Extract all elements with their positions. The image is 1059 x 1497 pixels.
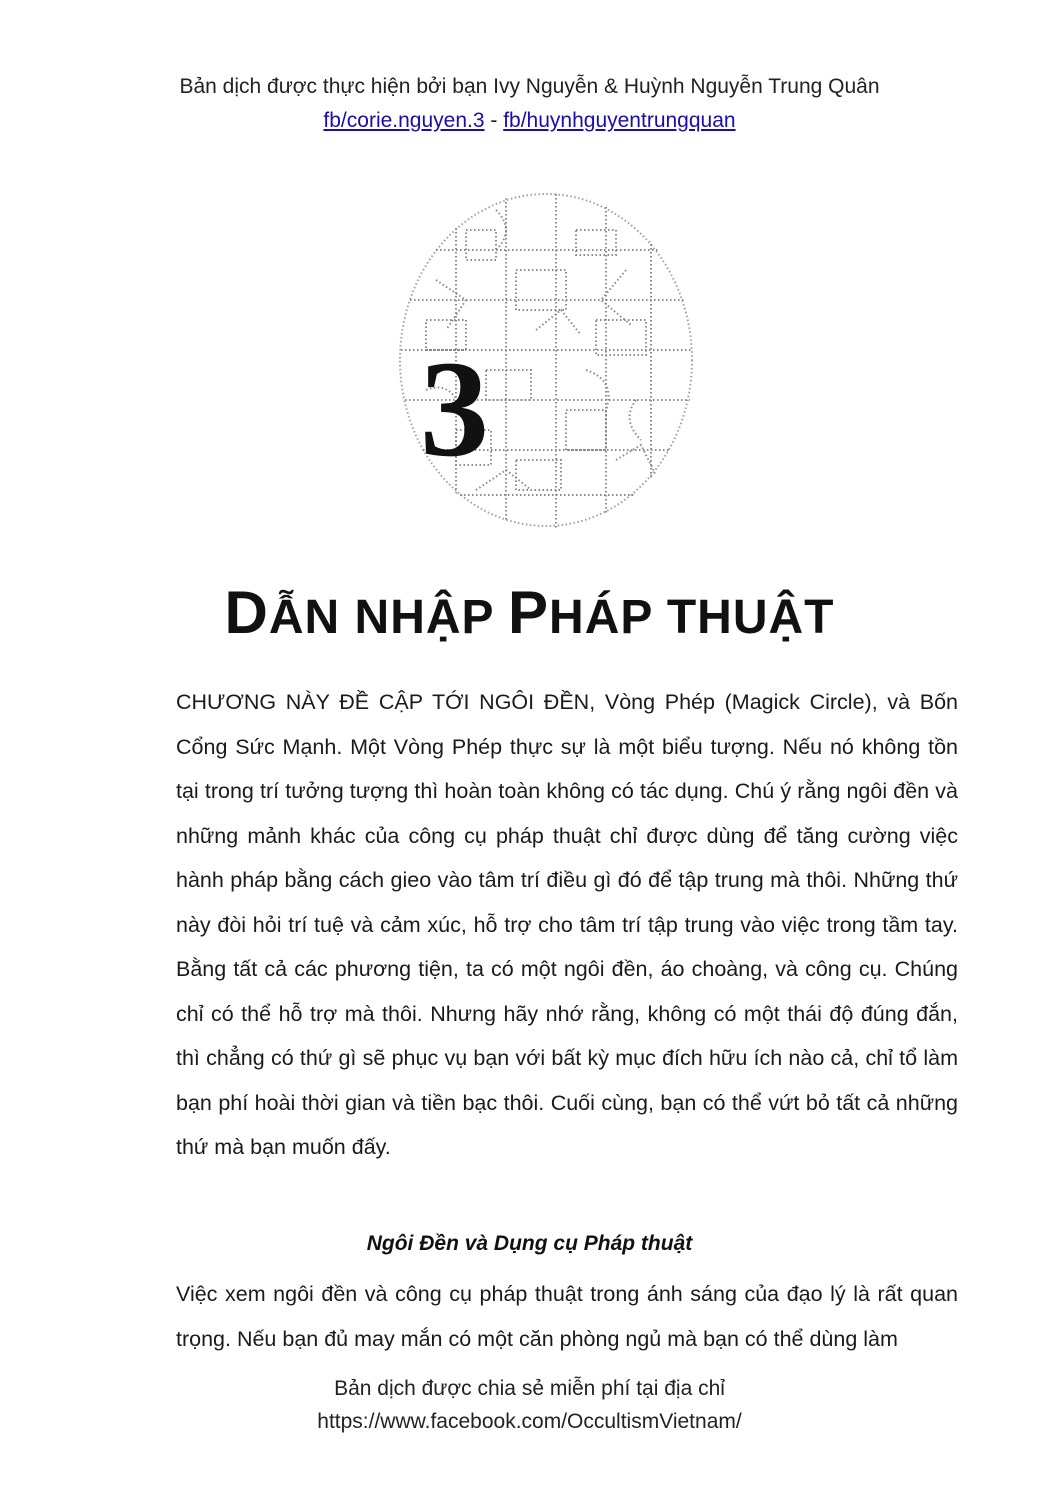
translator-links bbox=[0, 104, 1059, 138]
page-header bbox=[0, 70, 1059, 138]
footer-note: Bản dịch được chia sẻ miễn phí tại địa chỉ bbox=[334, 1377, 725, 1400]
page-footer bbox=[0, 1372, 1059, 1438]
intro-paragraph: CHƯƠNG NÀY ĐỀ CẬP TỚI NGÔI ĐỀN, Vòng Phép (Magick Circle), và Bốn Cổng Sức Mạnh. Một Vòng Phép thực sự là một biểu tượng. Nếu nó không tồn tại trong trí tưởng tượng thì hoàn toàn không có tác dụng. Chú ý rằng ngôi đền và những mảnh khác của công cụ pháp thuật chỉ được dùng để tăng cường việc hành pháp bằng cách gieo vào tâm trí điều gì đó để tập trung mà thôi. Những thứ này đòi hỏi trí tuệ và cảm xúc, hỗ trợ cho tâm trí tập trung vào việc trong tầm tay. Bằng tất cả các phương tiện, ta có một ngôi đền, áo choàng, và công cụ. Chúng chỉ có thể hỗ trợ mà thôi. Nhưng hãy nhớ rằng, không có một thái độ đúng đắn, thì chẳng có thứ gì sẽ phục vụ bạn với bất kỳ mục đích hữu ích nào cả, chỉ tổ làm bạn phí hoài thời gian và tiền bạc thôi. Cuối cùng, bạn có thể vứt bỏ tất cả những thứ mà bạn muốn đấy. bbox=[176, 690, 958, 1159]
title-initial-2: P bbox=[508, 579, 550, 646]
translator-link-1[interactable]: fb/corie.nguyen.3 bbox=[323, 109, 485, 132]
title-rest-1: ẪN NHẬP bbox=[268, 591, 508, 644]
title-rest-2: HÁP THUẬT bbox=[549, 591, 835, 644]
section-paragraph: Việc xem ngôi đền và công cụ pháp thuật trong ánh sáng của đạo lý là rất quan trọng. Nếu bạn đủ may mắn có một căn phòng ngủ mà bạn có thể dùng làm bbox=[176, 1282, 958, 1351]
link-separator: - bbox=[484, 109, 504, 132]
chapter-number: 3 bbox=[420, 332, 489, 485]
translator-link-2[interactable]: fb/huynhguyentrungquan bbox=[503, 109, 736, 132]
translator-credit: Bản dịch được thực hiện bởi bạn Ivy Nguyễn & Huỳnh Nguyễn Trung Quân bbox=[179, 75, 880, 98]
section-heading: Ngôi Đền và Dụng cụ Pháp thuật bbox=[366, 1232, 693, 1255]
title-initial-1: D bbox=[224, 579, 269, 646]
footer-url: https://www.facebook.com/OccultismVietnam/ bbox=[317, 1410, 742, 1433]
chapter-title bbox=[0, 575, 1059, 656]
